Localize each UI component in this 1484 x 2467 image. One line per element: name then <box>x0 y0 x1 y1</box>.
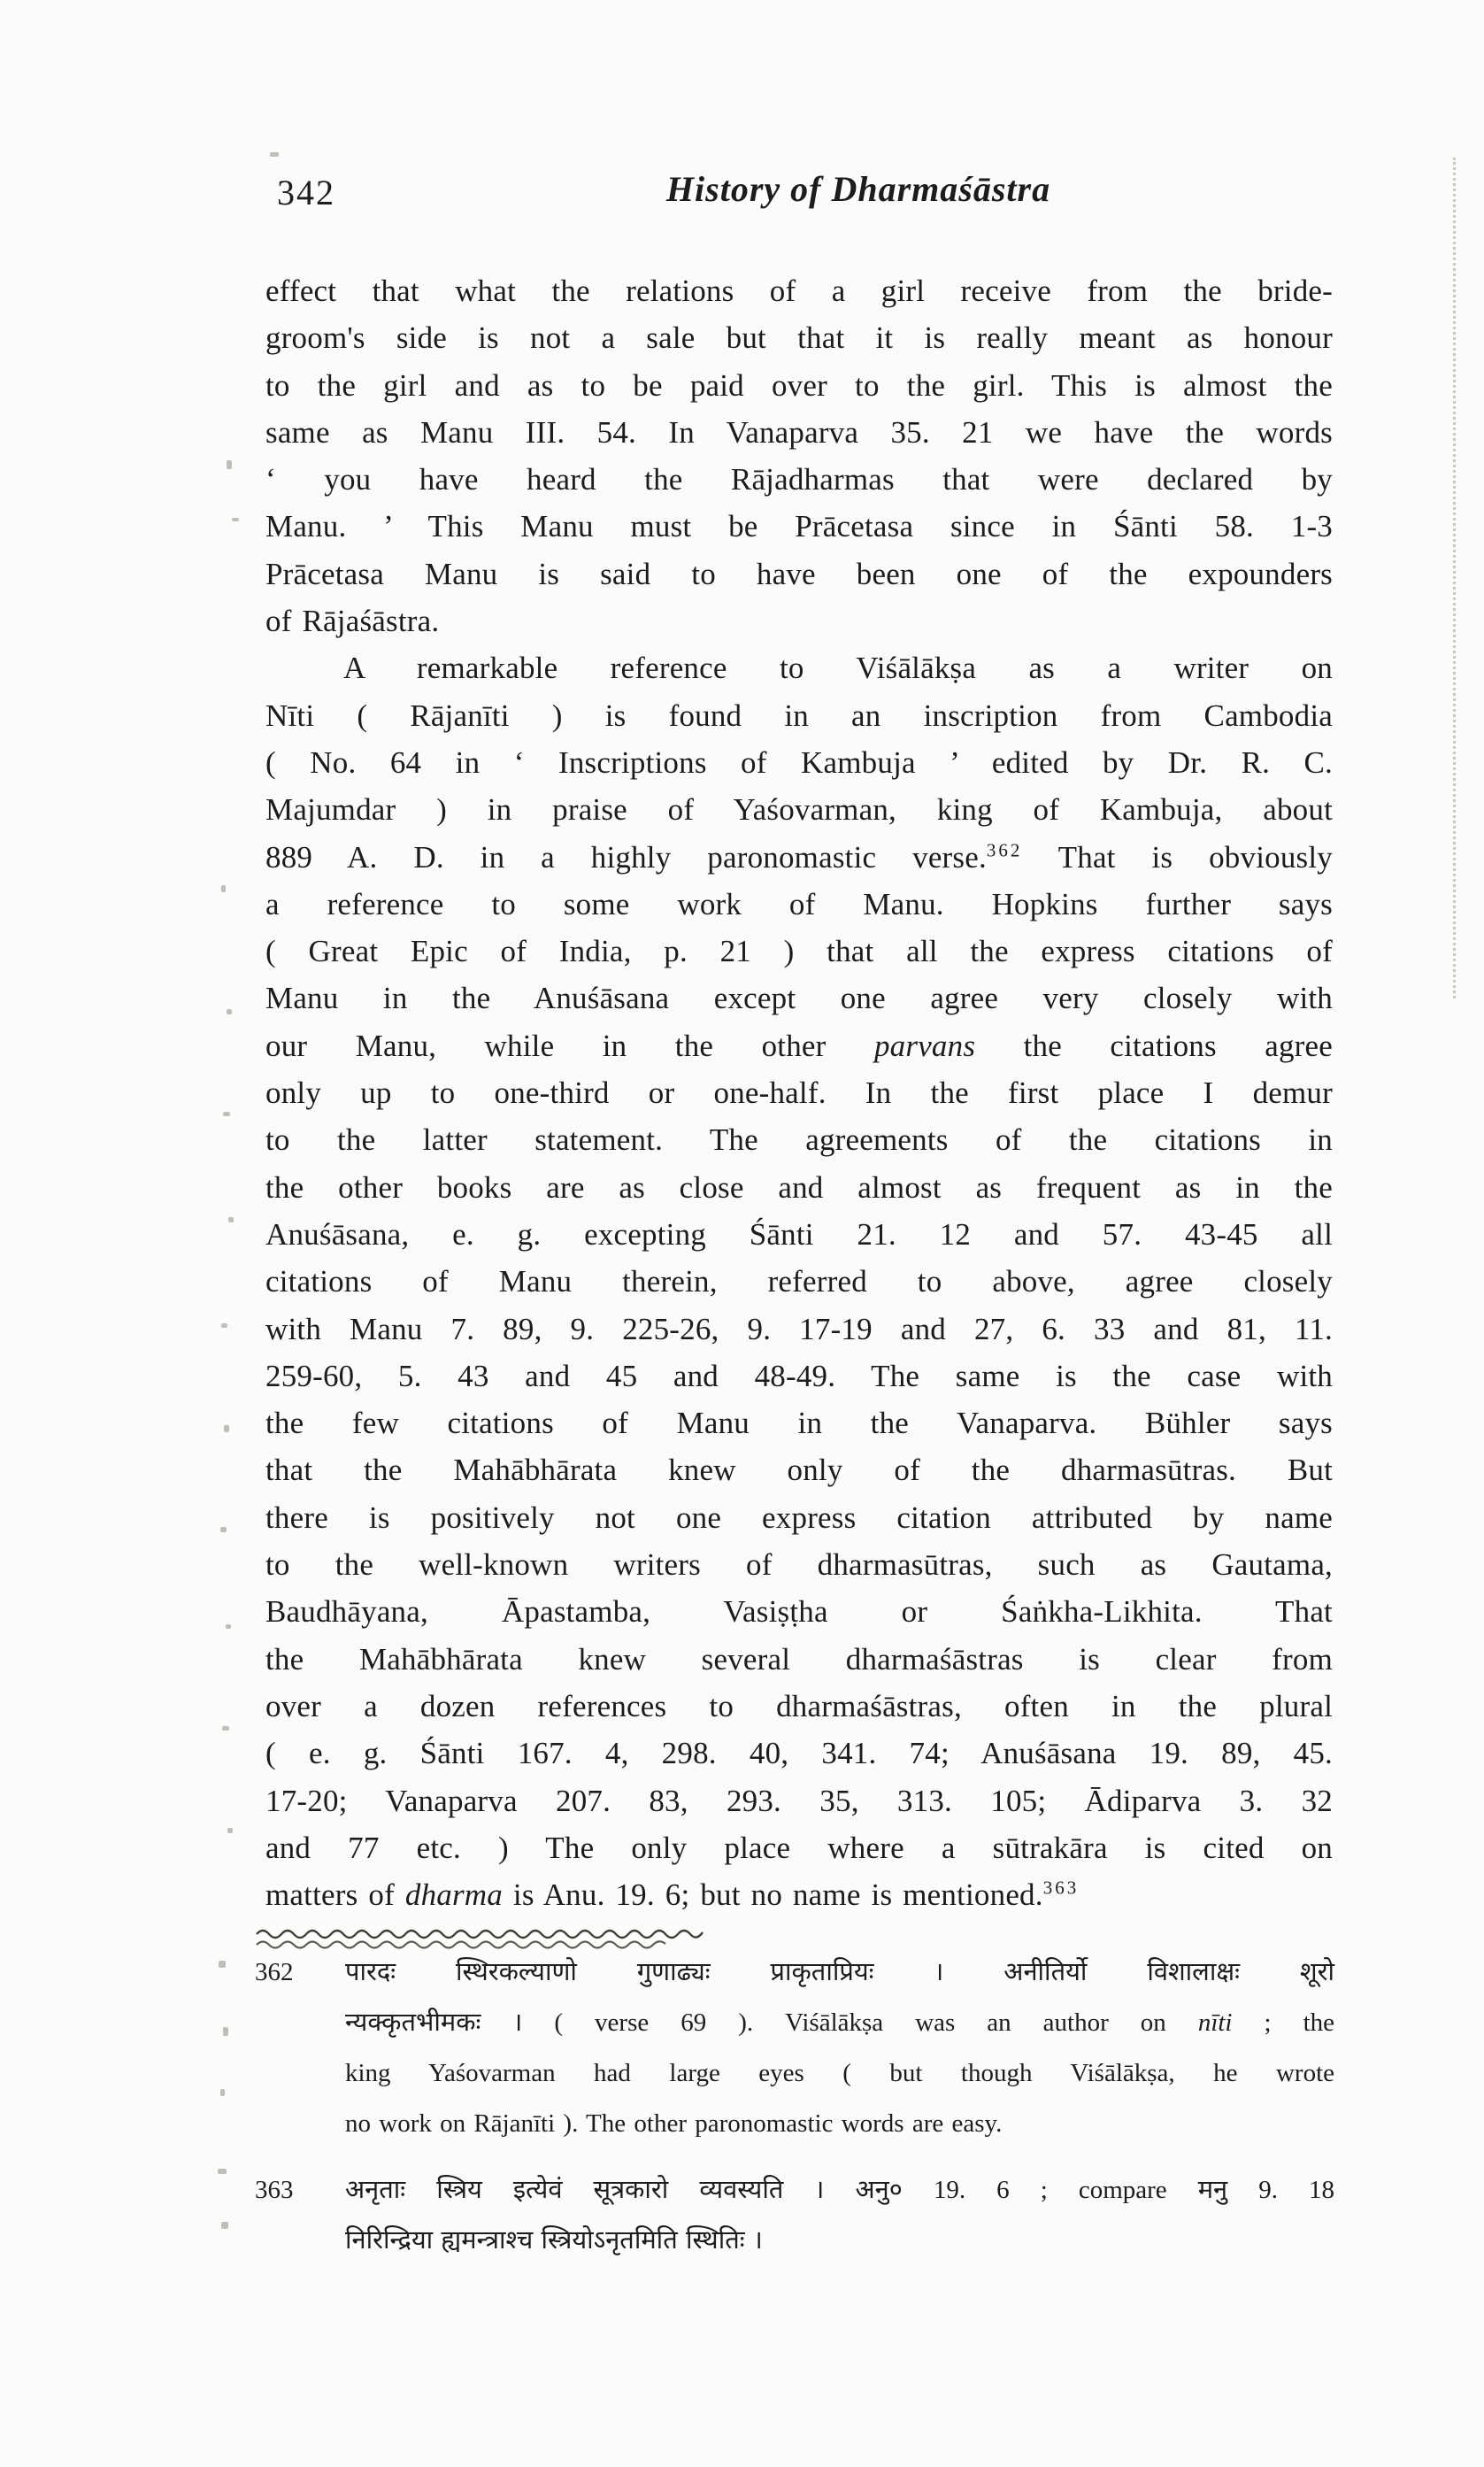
text-line: with Manu 7. 89, 9. 225-26, 9. 17-19 and 27, 6. 33 and 81, 11. <box>265 1311 1333 1346</box>
scan-speck <box>223 1112 230 1116</box>
footnote <box>255 1947 1334 2149</box>
text-line: Prācetasa Manu is said to have been one of the expounders <box>265 556 1333 591</box>
text-line: effect that what the relations of a girl receive from the bride- <box>265 274 1333 308</box>
text-line: Majumdar ) in praise of Yaśovarman, king of Kambuja, about <box>265 792 1333 828</box>
text-line: 259-60, 5. 43 and 45 and 48-49. The same is the case with <box>265 1358 1333 1393</box>
text-line: Manu. ’ This Manu must be Prācetasa since in Śānti 58. 1-3 <box>265 509 1333 544</box>
text-line: ( Great Epic of India, p. 21 ) that all the express citations of <box>265 934 1333 969</box>
paragraph <box>265 267 1333 644</box>
text-line: to the latter statement. The agreements of the citations in <box>265 1122 1333 1158</box>
footnote <box>255 2165 1334 2266</box>
footnote-text <box>345 2165 1334 2266</box>
scan-speck <box>226 1624 231 1629</box>
scan-speck <box>223 2027 228 2036</box>
text-line: only up to one-third or one-half. In the first place I demur <box>265 1075 1333 1111</box>
text-line: no work on Rājanīti ). The other paronomastic words are easy. <box>345 2109 1003 2138</box>
text-line: Manu in the Anuśāsana except one agree very closely with <box>265 981 1333 1016</box>
scan-speck <box>227 460 232 469</box>
text-line: that the Mahābhārata knew only of the dharmasūtras. But <box>265 1453 1333 1488</box>
footnote-number: 363 <box>255 2176 294 2204</box>
scan-speck <box>221 1323 227 1328</box>
text-line: the few citations of Manu in the Vanaparva. Bühler says <box>265 1406 1333 1441</box>
text-line: 17-20; Vanaparva 207. 83, 293. 35, 313. 105; Ādiparva 3. 32 <box>265 1783 1333 1818</box>
text-line: पारदः स्थिरकल्याणो गुणाढ्यः प्राकृताप्रियः । अनीतिर्यो विशालाक्षः शूरो <box>345 1958 1334 1986</box>
text-line: and 77 etc. ) The only place where a sūtrakāra is cited on <box>265 1830 1333 1865</box>
scan-speck <box>219 1961 226 1968</box>
text-line: Baudhāyana, Āpastamba, Vasiṣṭha or Śaṅkha-Likhita. That <box>265 1594 1333 1630</box>
text-line: same as Manu III. 54. In Vanaparva 35. 21 we have the words <box>265 414 1333 450</box>
text-line: groom's side is not a sale but that it is really meant as honour <box>265 320 1333 356</box>
text-line: of Rājaśāstra. <box>265 604 440 639</box>
footnote-list <box>255 1947 1334 2266</box>
text-line: ( No. 64 in ‘ Inscriptions of Kambuja ’ edited by Dr. R. C. <box>265 744 1333 780</box>
scan-speck <box>228 1217 234 1222</box>
scan-speck <box>220 2089 225 2096</box>
scan-speck <box>232 518 239 521</box>
footnote-text <box>345 1947 1334 2149</box>
text-line: matters of dharma is Anu. 19. 6; but no name is mentioned.$^{363}$ <box>265 1877 1080 1913</box>
scan-speck <box>220 1527 227 1532</box>
text-line: our Manu, while in the other parvans the citations agree <box>265 1028 1333 1063</box>
text-line: न्यक्कृतभीमकः । ( verse 69 ). Viśālākṣa was an author on nīti ; the <box>345 2008 1334 2037</box>
text-line: 889 A. D. in a highly paronomastic verse.$^{362}$ That is obviously <box>265 838 1333 875</box>
footnote-number: 362 <box>255 1958 294 1986</box>
scan-speck <box>224 1425 229 1432</box>
text-line: to the girl and as to be paid over to the girl. This is almost the <box>265 367 1333 403</box>
text-line: a reference to some work of Manu. Hopkins further says <box>265 886 1333 921</box>
text-line: Anuśāsana, e. g. excepting Śānti 21. 12 and 57. 43-45 all <box>265 1216 1333 1252</box>
text-line: the other books are as close and almost as frequent as in the <box>265 1169 1333 1205</box>
text-line: निरिन्द्रिया ह्यमन्त्राश्च स्त्रियोऽनृतमिति स्थितिः । <box>345 2226 763 2255</box>
text-line: citations of Manu therein, referred to above, agree closely <box>265 1264 1333 1299</box>
text-line: the Mahābhārata knew several dharmaśāstras is clear from <box>265 1641 1333 1677</box>
page-edge-artifact <box>1453 158 1456 998</box>
scan-speck <box>221 2222 228 2229</box>
paragraph <box>265 644 1333 1918</box>
text-line: अनृताः स्त्रिय इत्येवं सूत्रकारो व्यवस्यति । अनु० 19. 6 ; compare मनु 9. 18 <box>345 2176 1334 2204</box>
text-line: there is positively not one express citation attributed by name <box>265 1499 1333 1535</box>
text-line: to the well-known writers of dharmasūtras, such as Gautama, <box>265 1547 1333 1583</box>
text-line: ‘ you have heard the Rājadharmas that were declared by <box>265 462 1333 497</box>
scan-speck <box>218 2169 227 2174</box>
scan-speck <box>222 1726 229 1731</box>
text-line: over a dozen references to dharmaśāstras, often in the plural <box>265 1688 1333 1723</box>
page-title: History of Dharmaśāstra <box>665 169 1051 209</box>
scan-speck <box>227 1828 233 1833</box>
text-line: Nīti ( Rājanīti ) is found in an inscription from Cambodia <box>265 698 1333 733</box>
scan-speck <box>227 1009 232 1014</box>
scan-speck <box>270 152 279 157</box>
text-line: ( e. g. Śānti 167. 4, 298. 40, 341. 74; Anuśāsana 19. 89, 45. <box>265 1736 1333 1771</box>
page-number: 342 <box>277 173 335 212</box>
scan-speck <box>221 885 226 892</box>
text-line: A remarkable reference to Viśālākṣa as a writer on <box>343 651 1333 686</box>
body-text <box>265 267 1333 1918</box>
text-line: king Yaśovarman had large eyes ( but though Viśālākṣa, he wrote <box>345 2059 1334 2087</box>
